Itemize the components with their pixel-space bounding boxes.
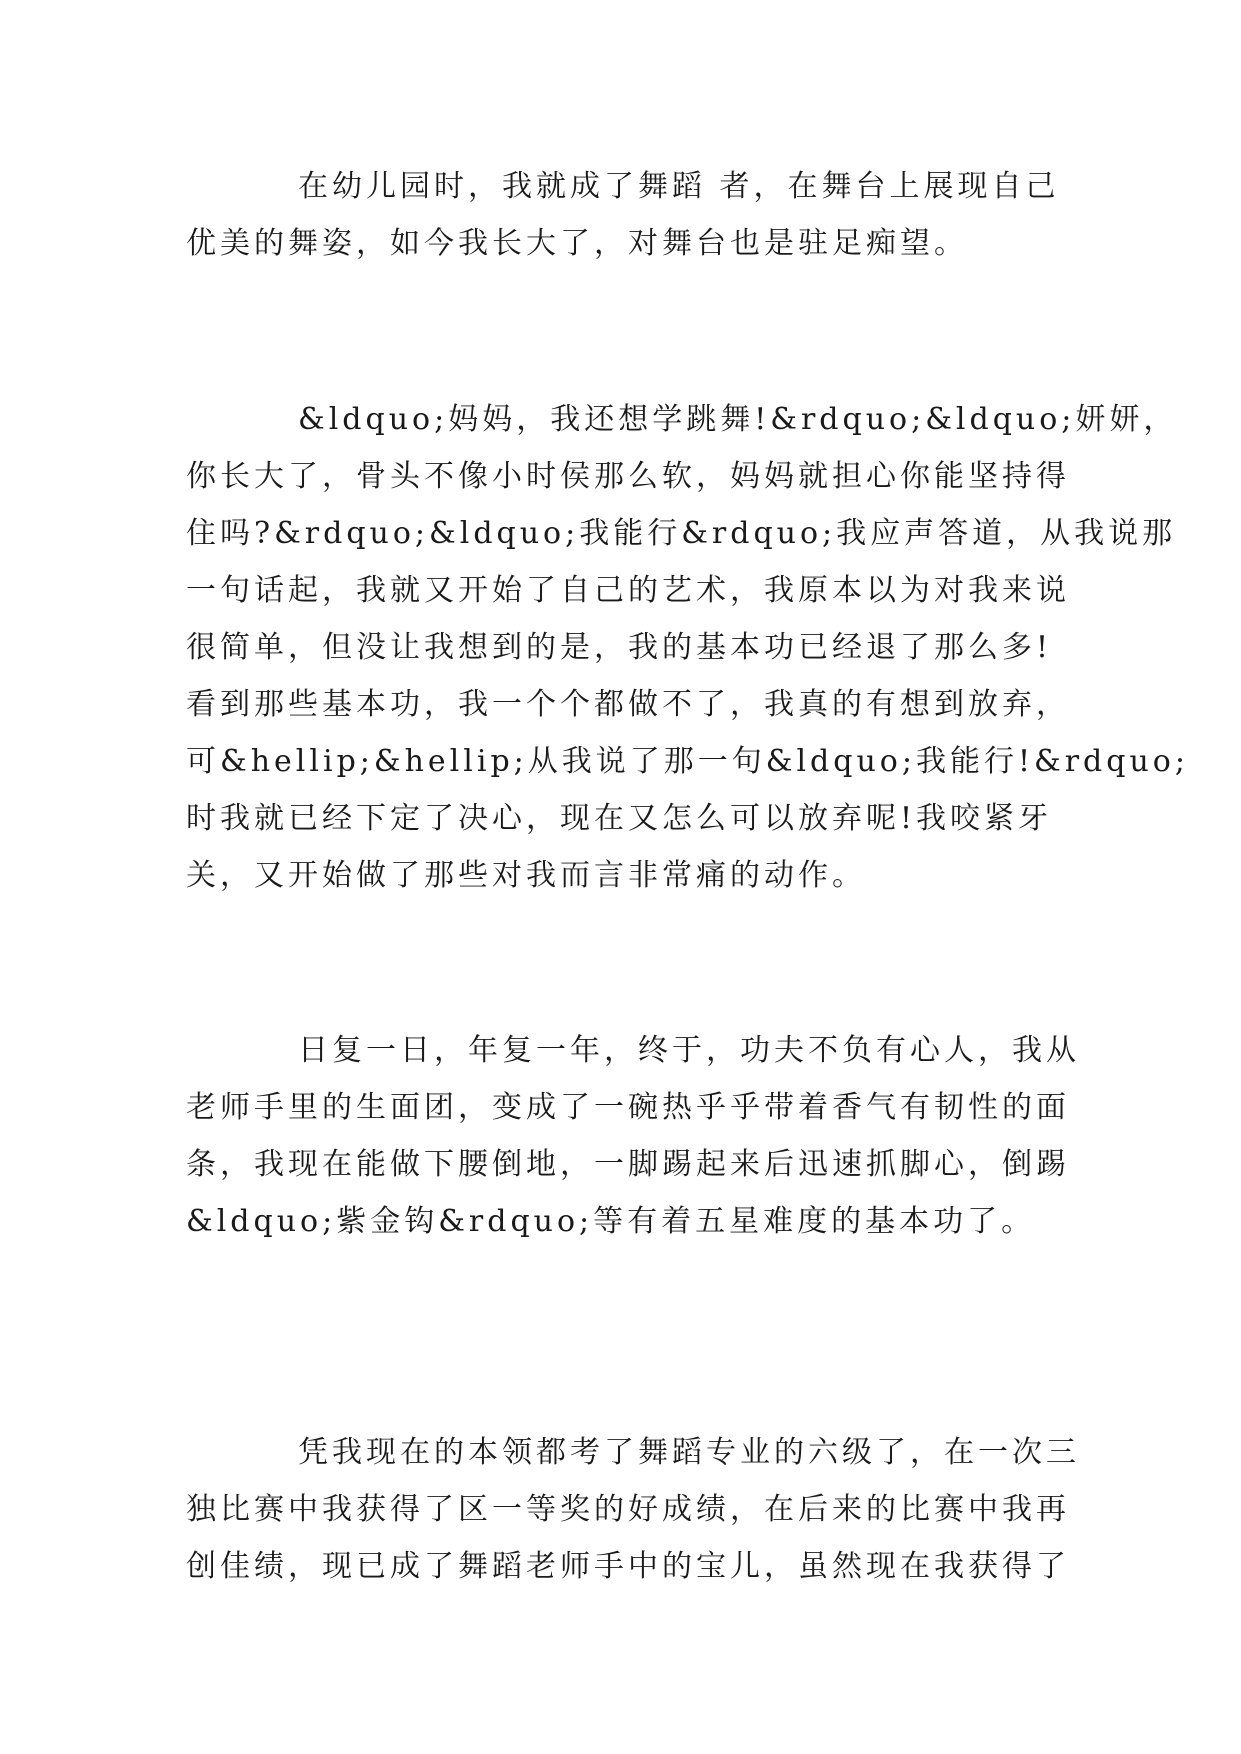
paragraph-4 [186, 1424, 1080, 1595]
text-line: 你长大了，骨头不像小时侯那么软，妈妈就担心你能坚持得 [186, 459, 1070, 494]
text-line: 很简单，但没让我想到的是，我的基本功已经退了那么多! [186, 630, 1053, 665]
text-line: 可&hellip;&hellip;从我说了那一句&ldquo;我能行!&rdquo; [186, 744, 1189, 779]
text-line: 日复一日，年复一年，终于，功夫不负有心人，我从 [298, 1033, 1080, 1068]
text-line: 凭我现在的本领都考了舞蹈专业的六级了，在一次三 [298, 1435, 1080, 1470]
text-line: 优美的舞姿，如今我长大了，对舞台也是驻足痴望。 [186, 226, 968, 261]
text-line: &ldquo;妈妈，我还想学跳舞!&rdquo;&ldquo;妍妍， [298, 402, 1178, 437]
text-line: 在幼儿园时，我就成了舞蹈 者，在舞台上展现自己 [298, 169, 1060, 204]
text-line: 时我就已经下定了决心，现在又怎么可以放弃呢!我咬紧牙 [186, 801, 1053, 836]
paragraph-1 [186, 158, 1066, 272]
text-line: 住吗?&rdquo;&ldquo;我能行&rdquo;我应声答道，从我说那 [186, 516, 1177, 551]
text-line: 老师手里的生面团，变成了一碗热乎乎带着香气有韧性的面 [186, 1090, 1070, 1125]
text-line: 关，又开始做了那些对我而言非常痛的动作。 [186, 858, 866, 893]
text-line: 看到那些基本功，我一个个都做不了，我真的有想到放弃， [186, 687, 1070, 722]
paragraph-3 [186, 1022, 1080, 1250]
text-line: 独比赛中我获得了区一等奖的好成绩，在后来的比赛中我再 [186, 1492, 1070, 1527]
text-line: 条，我现在能做下腰倒地，一脚踢起来后迅速抓脚心，倒踢 [186, 1147, 1070, 1182]
paragraph-2 [186, 391, 1189, 904]
text-line: 创佳绩，现已成了舞蹈老师手中的宝儿，虽然现在我获得了 [186, 1549, 1070, 1584]
text-line: &ldquo;紫金钩&rdquo;等有着五星难度的基本功了。 [186, 1204, 1036, 1239]
text-line: 一句话起，我就又开始了自己的艺术，我原本以为对我来说 [186, 573, 1070, 608]
